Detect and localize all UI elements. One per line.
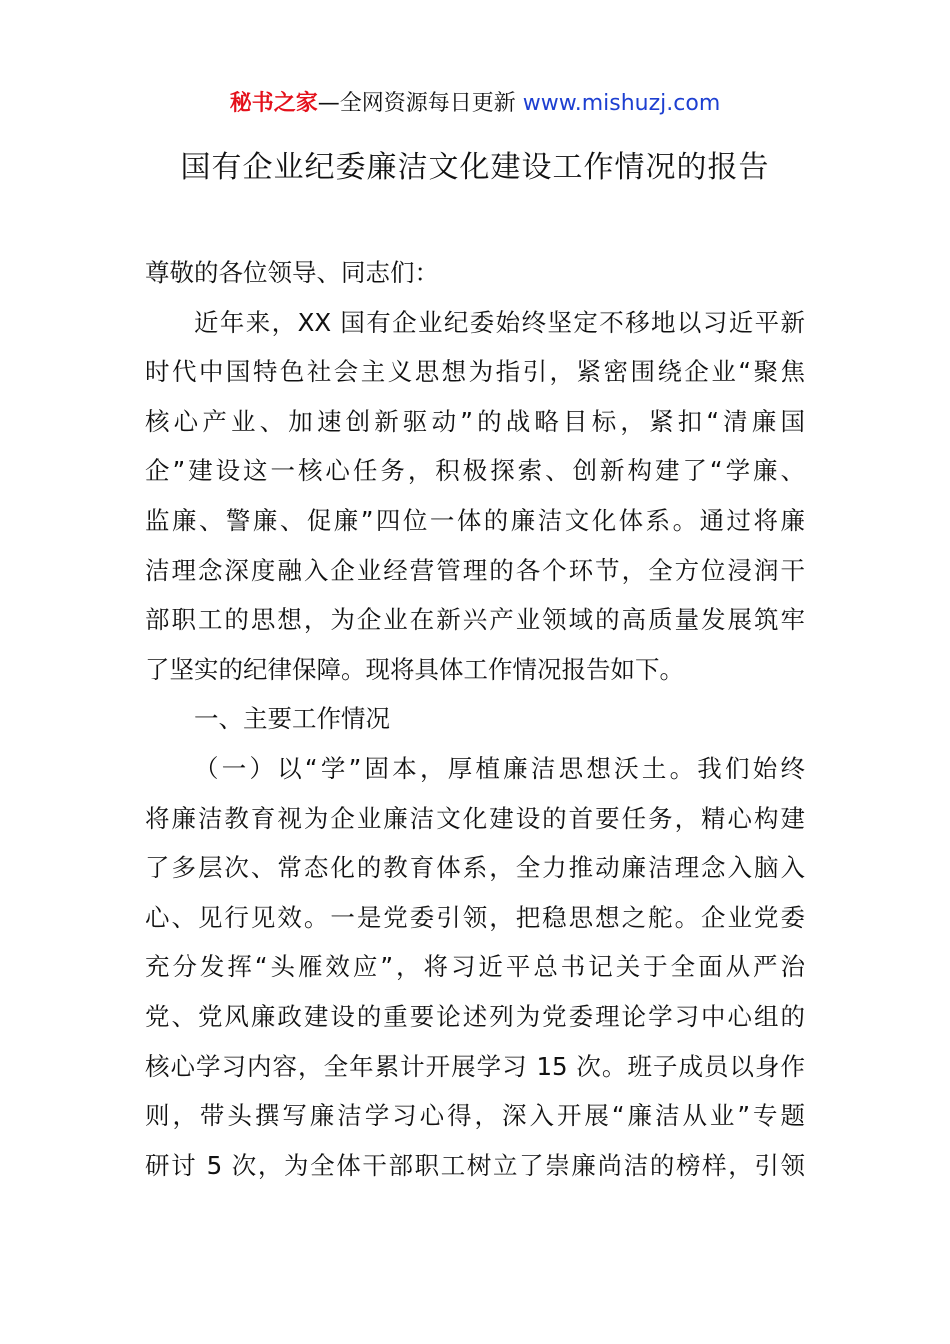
- paragraph-line: 了坚实的纪律保障。现将具体工作情况报告如下。: [145, 654, 684, 684]
- section-heading: 一、主要工作情况: [194, 704, 390, 734]
- paragraph-line: （一）以“学”固本，厚植廉洁思想沃土。我们始终: [194, 753, 805, 783]
- paragraph-line: 企”建设这一核心任务，积极探索、创新构建了“学廉、: [145, 456, 805, 486]
- site-name: 秘书之家: [229, 91, 318, 116]
- site-url-link[interactable]: www.mishuzj.com: [522, 91, 721, 116]
- paragraph-line: 将廉洁教育视为企业廉洁文化建设的首要任务，精心构建: [145, 803, 805, 833]
- site-tagline: —全网资源每日更新: [317, 91, 516, 116]
- paragraph-line: 部职工的思想，为企业在新兴产业领域的高质量发展筑牢: [145, 605, 805, 635]
- paragraph-line: 党、党风廉政建设的重要论述列为党委理论学习中心组的: [145, 1001, 805, 1031]
- paragraph-line: 心、见行见效。一是党委引领，把稳思想之舵。企业党委: [145, 902, 805, 932]
- paragraph-line: 了多层次、常态化的教育体系，全力推动廉洁理念入脑入: [145, 853, 805, 883]
- paragraph-line: 近年来，XX 国有企业纪委始终坚定不移地以习近平新: [194, 307, 805, 337]
- paragraph-line: 核心产业、加速创新驱动”的战略目标，紧扣“清廉国: [145, 406, 805, 436]
- paragraph-line: 监廉、警廉、促廉”四位一体的廉洁文化体系。通过将廉: [145, 505, 805, 535]
- paragraph-line: 洁理念深度融入企业经营管理的各个环节，全方位浸润干: [145, 555, 805, 585]
- paragraph-line: 研讨 5 次，为全体干部职工树立了崇廉尚洁的榜样，引领: [145, 1150, 805, 1180]
- site-header: [0, 86, 950, 122]
- paragraph-line: 则，带头撰写廉洁学习心得，深入开展“廉洁从业”专题: [145, 1101, 805, 1131]
- salutation-line: 尊敬的各位领导、同志们：: [145, 258, 439, 287]
- document-body: [145, 248, 805, 1190]
- paragraph-line: 核心学习内容，全年累计开展学习 15 次。班子成员以身作: [145, 1051, 805, 1081]
- document-title: 国有企业纪委廉洁文化建设工作情况的报告: [180, 150, 770, 185]
- paragraph-line: 充分发挥“头雁效应”，将习近平总书记关于全面从严治: [145, 952, 805, 982]
- paragraph-line: 时代中国特色社会主义思想为指引，紧密围绕企业“聚焦: [145, 357, 805, 387]
